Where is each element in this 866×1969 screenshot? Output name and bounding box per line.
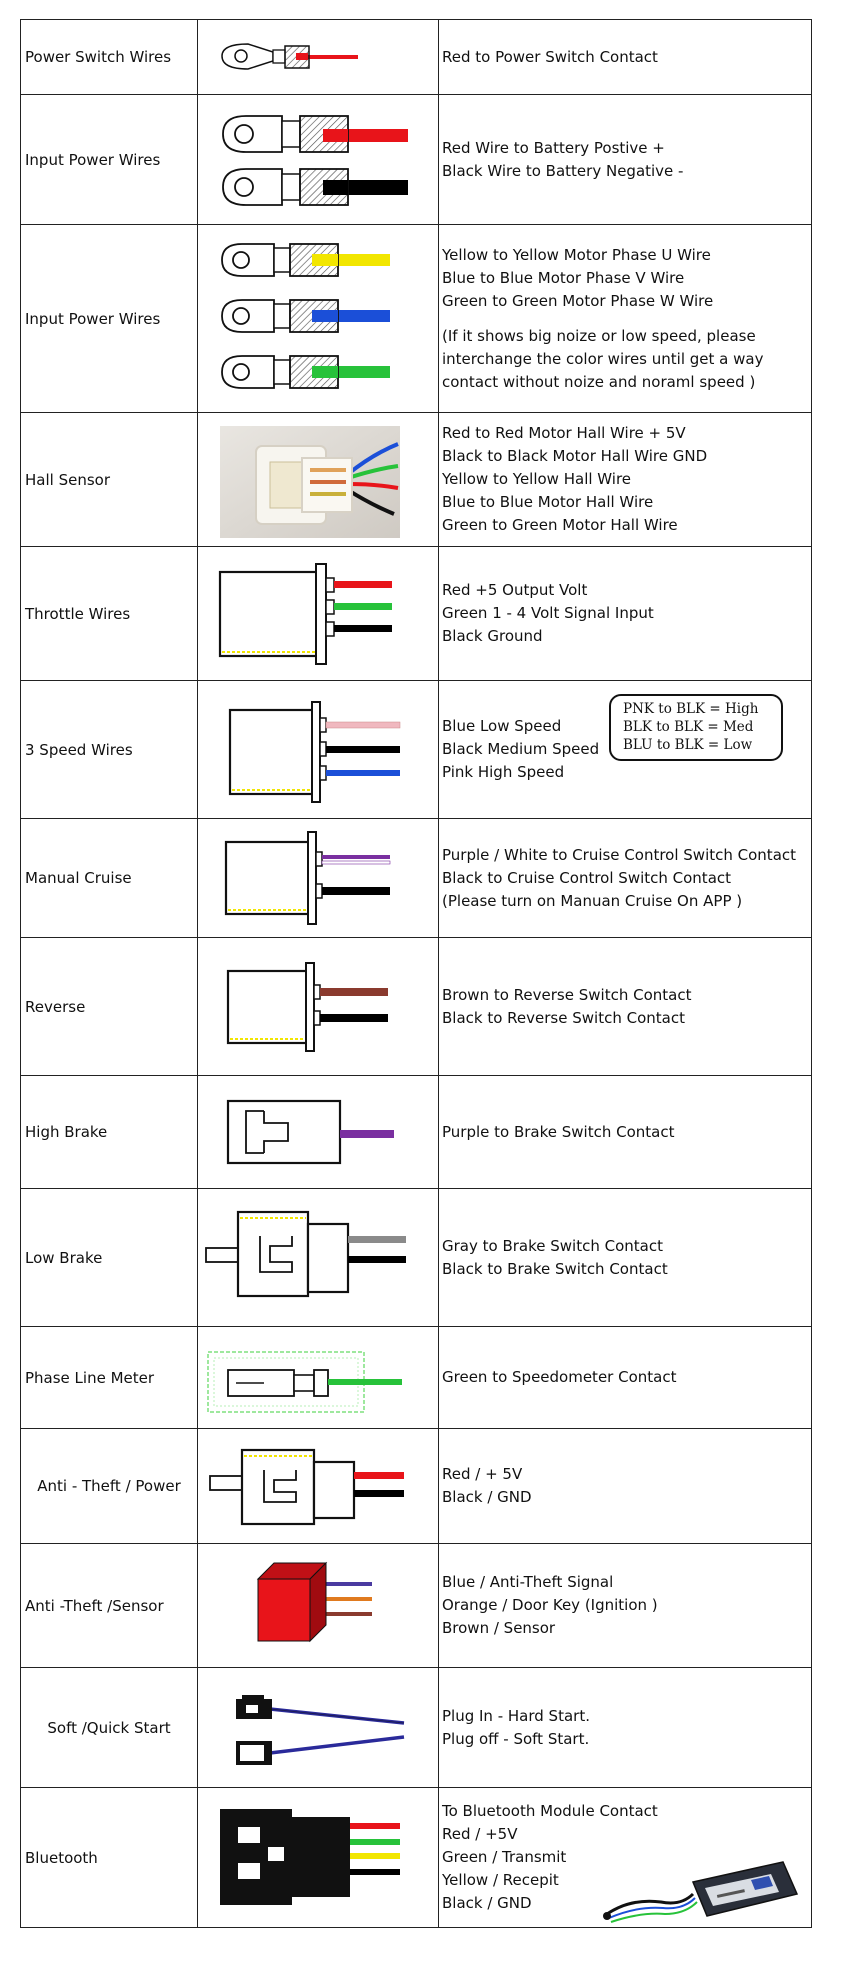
bluetooth-module-photo: [601, 1836, 801, 1936]
desc-line: Black / GND: [442, 1488, 532, 1506]
connector-picture: [198, 1327, 439, 1429]
desc-line: Yellow / Recepit: [442, 1871, 559, 1889]
legend-line: PNK to BLK = High: [623, 701, 759, 717]
connector-picture: [198, 413, 439, 547]
desc-line: Blue to Blue Motor Phase V Wire: [442, 268, 685, 287]
desc-line: Plug In - Hard Start.: [442, 1706, 590, 1725]
desc-line: Blue to Blue Motor Hall Wire: [442, 493, 654, 511]
note-line: contact without noize and noraml speed ): [442, 372, 756, 391]
desc-line: Yellow to Yellow Motor Phase U Wire: [442, 245, 711, 264]
connector-picture: [198, 1076, 439, 1189]
ring-terminals-icon: [198, 96, 438, 224]
connector-picture: [198, 1668, 439, 1788]
connector-picture: [198, 547, 439, 681]
connector-picture: [198, 938, 439, 1076]
phase-terminals-icon: [198, 226, 438, 412]
desc-line: Red to Red Motor Hall Wire + 5V: [442, 424, 686, 442]
row-label: Soft /Quick Start: [21, 1668, 198, 1788]
row-description: [439, 1429, 812, 1544]
speed-connector-icon: [198, 682, 438, 818]
row-description: [439, 1189, 812, 1327]
table-row: [21, 938, 812, 1076]
connector-picture: [198, 1189, 439, 1327]
desc-line: Red / + 5V: [442, 1465, 523, 1483]
table-row: [21, 1544, 812, 1668]
desc-line: Red +5 Output Volt: [442, 581, 588, 599]
desc-line: Black Medium Speed: [442, 740, 600, 758]
table-row: [21, 1189, 812, 1327]
desc-line: Black to Black Motor Hall Wire GND: [442, 447, 708, 465]
table-row: [21, 225, 812, 413]
row-label: Throttle Wires: [21, 547, 198, 681]
legend-line: BLK to BLK = Med: [623, 719, 754, 735]
row-label: Reverse: [21, 938, 198, 1076]
cruise-connector-icon: [198, 820, 438, 937]
desc-line: Black Wire to Battery Negative -: [442, 161, 684, 180]
throttle-connector-icon: [198, 548, 438, 680]
desc-line: Blue / Anti-Theft Signal: [442, 1573, 614, 1591]
reverse-connector-icon: [198, 939, 438, 1075]
desc-line: Black to Cruise Control Switch Contact: [442, 868, 732, 887]
row-label: Low Brake: [21, 1189, 198, 1327]
row-description: [439, 413, 812, 547]
table-row: [21, 547, 812, 681]
legend-line: BLU to BLK = Low: [623, 737, 753, 753]
desc-line: Black / GND: [442, 1894, 532, 1912]
row-description: [439, 95, 812, 225]
desc-line: Purple / White to Cruise Control Switch Contact: [442, 845, 797, 864]
row-description: [439, 1544, 812, 1668]
row-description: [439, 1788, 812, 1928]
desc-line: Pink High Speed: [442, 763, 565, 781]
red-wire: [308, 55, 358, 59]
anti-theft-power-connector-icon: [198, 1430, 438, 1543]
row-label: Phase Line Meter: [21, 1327, 198, 1429]
ring-terminal-icon: [198, 20, 438, 94]
connector-picture: [198, 681, 439, 819]
row-description: [439, 819, 812, 938]
row-label: Input Power Wires: [21, 95, 198, 225]
desc-line: Black Ground: [442, 627, 543, 645]
red-terminal: [223, 116, 408, 152]
table-row: [21, 681, 812, 819]
speed-legend-box: [609, 694, 783, 761]
phase-meter-connector-icon: [198, 1328, 438, 1428]
row-label: Power Switch Wires: [21, 20, 198, 95]
connector-picture: [198, 225, 439, 413]
desc-line: Blue Low Speed: [442, 717, 562, 735]
hall-sensor-connector-photo: [198, 414, 438, 546]
high-brake-connector-icon: [198, 1077, 438, 1188]
quick-start-plugs-icon: [198, 1669, 438, 1787]
note-line: interchange the color wires until get a way: [442, 349, 764, 368]
row-description: [439, 681, 812, 819]
desc-line: Red Wire to Battery Postive +: [442, 138, 665, 157]
row-label: Anti - Theft / Power: [21, 1429, 198, 1544]
bluetooth-connector-icon: [198, 1789, 438, 1927]
desc-line: Plug off - Soft Start.: [442, 1729, 590, 1748]
desc-line: Green to Green Motor Hall Wire: [442, 516, 678, 534]
table-row: [21, 1788, 812, 1928]
row-description: [439, 1668, 812, 1788]
table-row: [21, 1668, 812, 1788]
desc-line: Purple to Brake Switch Contact: [442, 1122, 675, 1141]
note-line: (If it shows big noize or low speed, please: [442, 326, 756, 345]
connector-picture: [198, 1788, 439, 1928]
desc-line: Green 1 - 4 Volt Signal Input: [442, 604, 654, 622]
desc-line: To Bluetooth Module Contact: [442, 1802, 658, 1820]
row-label: Anti -Theft /Sensor: [21, 1544, 198, 1668]
row-description: [439, 938, 812, 1076]
table-row: [21, 1327, 812, 1429]
table-row: [21, 1429, 812, 1544]
row-label: Hall Sensor: [21, 413, 198, 547]
connector-picture: [198, 95, 439, 225]
desc-line: (Please turn on Manuan Cruise On APP ): [442, 891, 743, 910]
connector-picture: [198, 819, 439, 938]
desc-line: Yellow to Yellow Hall Wire: [442, 470, 632, 488]
row-description: [439, 1076, 812, 1189]
desc-line: Brown to Reverse Switch Contact: [442, 985, 692, 1004]
table-row: [21, 95, 812, 225]
row-description: [439, 20, 812, 95]
low-brake-connector-icon: [198, 1190, 438, 1326]
desc-line: Red to Power Switch Contact: [442, 47, 658, 66]
table-row: [21, 20, 812, 95]
connector-picture: [198, 1544, 439, 1668]
connector-picture: [198, 1429, 439, 1544]
desc-line: Black to Reverse Switch Contact: [442, 1008, 685, 1027]
row-label: 3 Speed Wires: [21, 681, 198, 819]
row-description: [439, 1327, 812, 1429]
desc-line: Red / +5V: [442, 1825, 518, 1843]
row-label: High Brake: [21, 1076, 198, 1189]
desc-line: Green to Green Motor Phase W Wire: [442, 291, 714, 310]
row-label: Bluetooth: [21, 1788, 198, 1928]
row-label: Manual Cruise: [21, 819, 198, 938]
desc-line: Gray to Brake Switch Contact: [442, 1236, 663, 1255]
row-description: [439, 547, 812, 681]
table-row: [21, 1076, 812, 1189]
row-label: Input Power Wires: [21, 225, 198, 413]
wiring-table: [20, 19, 812, 1928]
connector-picture: [198, 20, 439, 95]
desc-line: Orange / Door Key (Ignition ): [442, 1596, 658, 1614]
desc-line: Green / Transmit: [442, 1848, 567, 1866]
table-row: [21, 413, 812, 547]
table-row: [21, 819, 812, 938]
desc-line: Black to Brake Switch Contact: [442, 1259, 668, 1278]
anti-theft-sensor-block-icon: [198, 1545, 438, 1667]
row-description: [439, 225, 812, 413]
desc-line: Green to Speedometer Contact: [442, 1368, 677, 1386]
desc-line: Brown / Sensor: [442, 1619, 556, 1637]
black-terminal: [223, 169, 408, 205]
